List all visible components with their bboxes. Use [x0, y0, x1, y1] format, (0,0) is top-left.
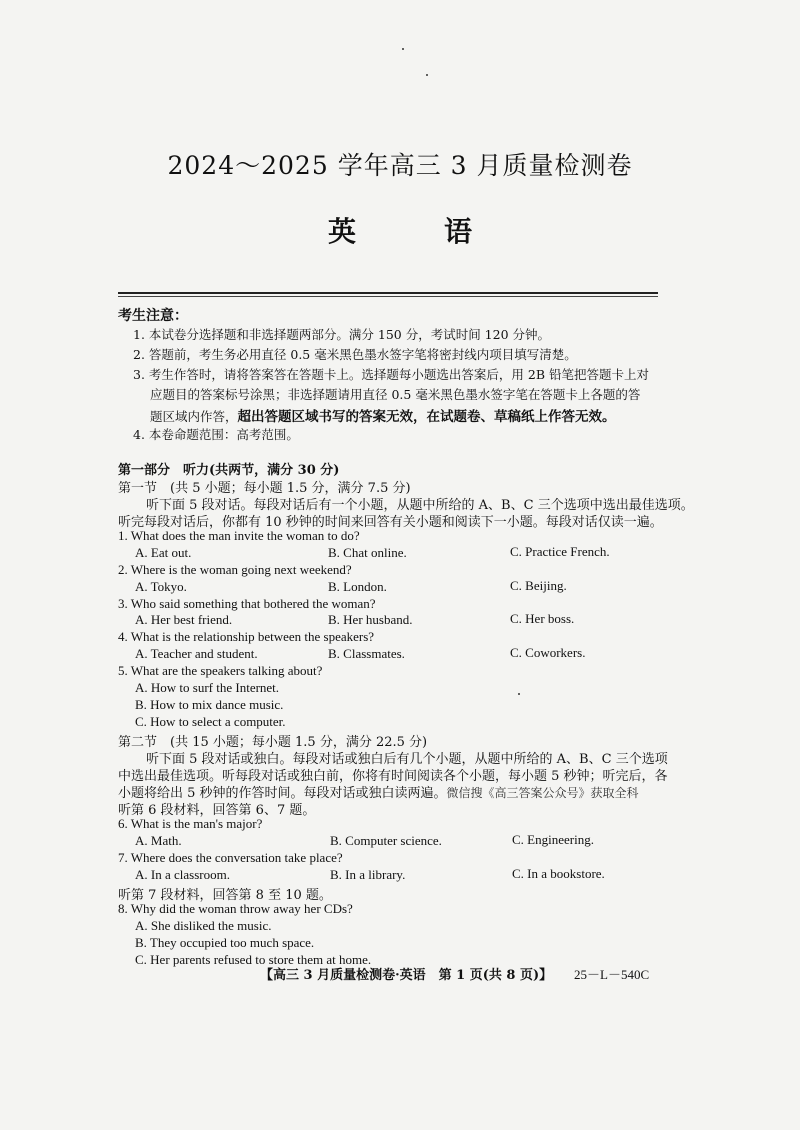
notice-bold-warning: 超出答题区域书写的答案无效，在试题卷、草稿纸上作答无效。 — [237, 409, 616, 425]
section2-instruction: 中选出最佳选项。听每段对话或独白前，你将有时间阅读各个小题，每小题 5 秒钟；听完后，各 — [118, 769, 668, 784]
option-a: A. Math. — [135, 833, 182, 848]
option-a: A. Tokyo. — [135, 579, 187, 594]
header-rule-thin — [118, 296, 658, 297]
option-c: C. Engineering. — [512, 832, 594, 847]
question-stem: 4. What is the relationship between the speakers? — [118, 629, 375, 644]
option-c: C. How to select a computer. — [135, 714, 286, 729]
notice-item-line — [150, 405, 616, 425]
notice-item: 1. 本试卷分选择题和非选择题两部分。满分 150 分，考试时间 120 分钟。 — [133, 327, 551, 342]
notice-heading: 考生注意： — [118, 308, 188, 324]
option-a: A. In a classroom. — [135, 867, 230, 882]
scan-speck — [402, 48, 404, 50]
question-stem: 1. What does the man invite the woman to do? — [118, 528, 360, 543]
subject-title: 英 语 — [327, 215, 502, 248]
section2-heading: 第二节 (共 15 小题；每小题 1.5 分，满分 22.5 分) — [118, 735, 428, 750]
question-stem: 3. Who said something that bothered the woman? — [118, 596, 376, 611]
question-stem: 8. Why did the woman throw away her CDs? — [118, 901, 353, 916]
option-c: C. Practice French. — [510, 544, 610, 559]
material-heading: 听第 6 段材料，回答第 6、7 题。 — [118, 803, 316, 818]
section1-instruction: 听下面 5 段对话。每段对话后有一个小题，从题中所给的 A、B、C 三个选项中选出最佳选项。 — [146, 498, 694, 513]
question-stem: 2. Where is the woman going next weekend? — [118, 562, 352, 577]
option-c: C. Her parents refused to store them at home. — [135, 952, 372, 967]
exam-title: 2024～2025 学年高三 3 月质量检测卷 — [167, 151, 633, 180]
page-footer: 【高三 3 月质量检测卷·英语 第 1 页(共 8 页)】 — [260, 968, 553, 983]
option-c: C. Beijing. — [510, 578, 567, 593]
section2-instruction: 小题将给出 5 秒钟的作答时间。每段对话或独白读两遍。 — [118, 786, 447, 801]
option-a: A. She disliked the music. — [135, 918, 272, 933]
notice-item: 题区域内作答， — [150, 409, 238, 424]
section1-instruction: 听完每段对话后，你都有 10 秒钟的时间来回答有关小题和阅读下一小题。每段对话仅读一遍。 — [118, 515, 663, 530]
option-c: C. Her boss. — [510, 611, 575, 626]
section2-instruction: 听下面 5 段对话或独白。每段对话或独白后有几个小题，从题中所给的 A、B、C 三个选项 — [146, 752, 668, 767]
option-b: B. Chat online. — [328, 545, 407, 560]
scan-speck — [426, 74, 428, 76]
option-b: B. They occupied too much space. — [135, 935, 315, 950]
option-b: B. In a library. — [330, 867, 406, 882]
scan-speck — [518, 693, 520, 695]
option-b: B. Her husband. — [328, 612, 413, 627]
option-a: A. Eat out. — [135, 545, 192, 560]
option-a: A. Her best friend. — [135, 612, 233, 627]
question-stem: 6. What is the man's major? — [118, 816, 263, 831]
notice-item: 3. 考生作答时，请将答案答在答题卡上。选择题每小题选出答案后，用 2B 铅笔把答题卡上对 — [133, 367, 649, 382]
part1-heading: 第一部分 听力(共两节，满分 30 分) — [118, 463, 340, 478]
option-a: A. Teacher and student. — [135, 646, 258, 661]
paper-code: 25－L－540C — [574, 967, 650, 982]
option-b: B. How to mix dance music. — [135, 697, 284, 712]
section1-heading: 第一节 (共 5 小题；每小题 1.5 分，满分 7.5 分) — [118, 481, 411, 496]
notice-item: 应题目的答案标号涂黑；非选择题请用直径 0.5 毫米黑色墨水签字笔在答题卡上各题的答 — [150, 387, 641, 402]
material-heading: 听第 7 段材料，回答第 8 至 10 题。 — [118, 888, 332, 903]
option-c: C. In a bookstore. — [512, 866, 605, 881]
option-a: A. How to surf the Internet. — [135, 680, 280, 695]
option-b: B. London. — [328, 579, 387, 594]
header-rule-thick — [118, 292, 658, 294]
notice-item: 2. 答题前，考生务必用直径 0.5 毫米黑色墨水签字笔将密封线内项目填写清楚。 — [133, 347, 577, 362]
question-stem: 5. What are the speakers talking about? — [118, 663, 323, 678]
option-b: B. Classmates. — [328, 646, 405, 661]
notice-item: 4. 本卷命题范围：高考范围。 — [133, 427, 299, 442]
wechat-note: 微信搜《高三答案公众号》获取全科 — [446, 786, 639, 800]
option-c: C. Coworkers. — [510, 645, 586, 660]
question-stem: 7. Where does the conversation take place? — [118, 850, 343, 865]
option-b: B. Computer science. — [330, 833, 442, 848]
